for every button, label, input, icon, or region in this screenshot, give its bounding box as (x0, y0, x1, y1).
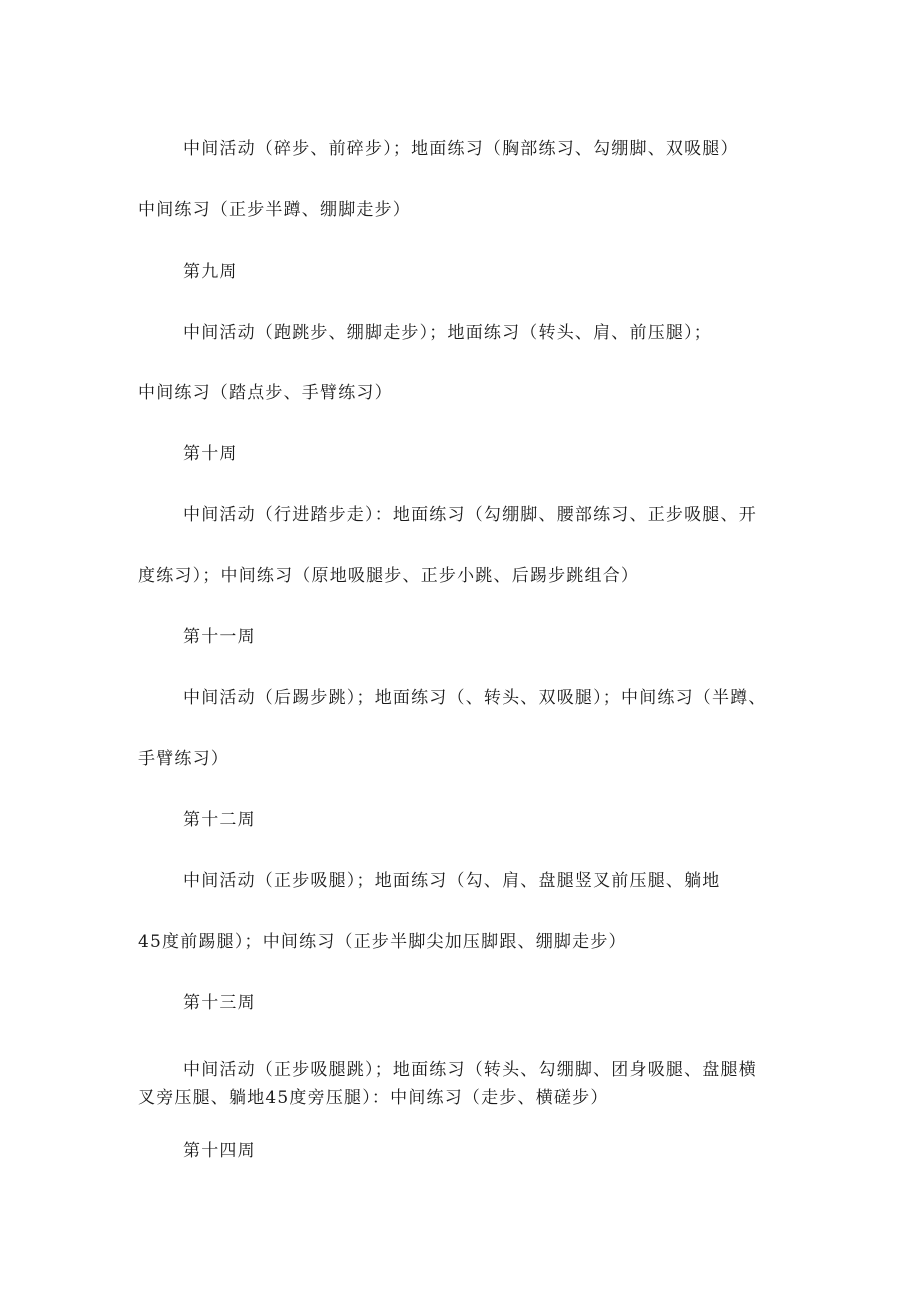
paragraph-line: 中间活动（后踢步跳）；地面练习（、转头、双吸腿）；中间练习（半蹲、 (183, 688, 767, 708)
week-heading: 第十周 (183, 444, 238, 464)
week-heading: 第十三周 (183, 993, 256, 1013)
paragraph-line: 中间活动（正步吸腿）；地面练习（勾、肩、盘腿竖叉前压腿、躺地 (183, 871, 721, 891)
week-heading: 第九周 (183, 262, 238, 282)
paragraph-line: 中间活动（跑跳步、绷脚走步）；地面练习（转头、肩、前压腿）； (183, 323, 712, 343)
paragraph-line: 中间练习（踏点步、手臂练习） (138, 383, 393, 403)
paragraph-line: 手臂练习） (138, 749, 229, 769)
week-heading: 第十四周 (183, 1141, 256, 1161)
paragraph-line: 45度前踢腿）；中间练习（正步半脚尖加压脚跟、绷脚走步） (138, 932, 627, 952)
paragraph-line: 度练习）；中间练习（原地吸腿步、正步小跳、后踢步跳组合） (138, 566, 640, 586)
paragraph-line: 叉旁压腿、躺地45度旁压腿）：中间练习（走步、横磋步） (138, 1088, 609, 1108)
paragraph-line: 中间练习（正步半蹲、绷脚走步） (138, 200, 411, 220)
paragraph-line: 中间活动（正步吸腿跳）；地面练习（转头、勾绷脚、团身吸腿、盘腿横 (183, 1060, 757, 1080)
paragraph-line: 中间活动（行进踏步走）：地面练习（勾绷脚、腰部练习、正步吸腿、开 (183, 505, 757, 525)
week-heading: 第十二周 (183, 810, 256, 830)
week-heading: 第十一周 (183, 627, 256, 647)
paragraph-line: 中间活动（碎步、前碎步）；地面练习（胸部练习、勾绷脚、双吸腿） (183, 139, 739, 159)
